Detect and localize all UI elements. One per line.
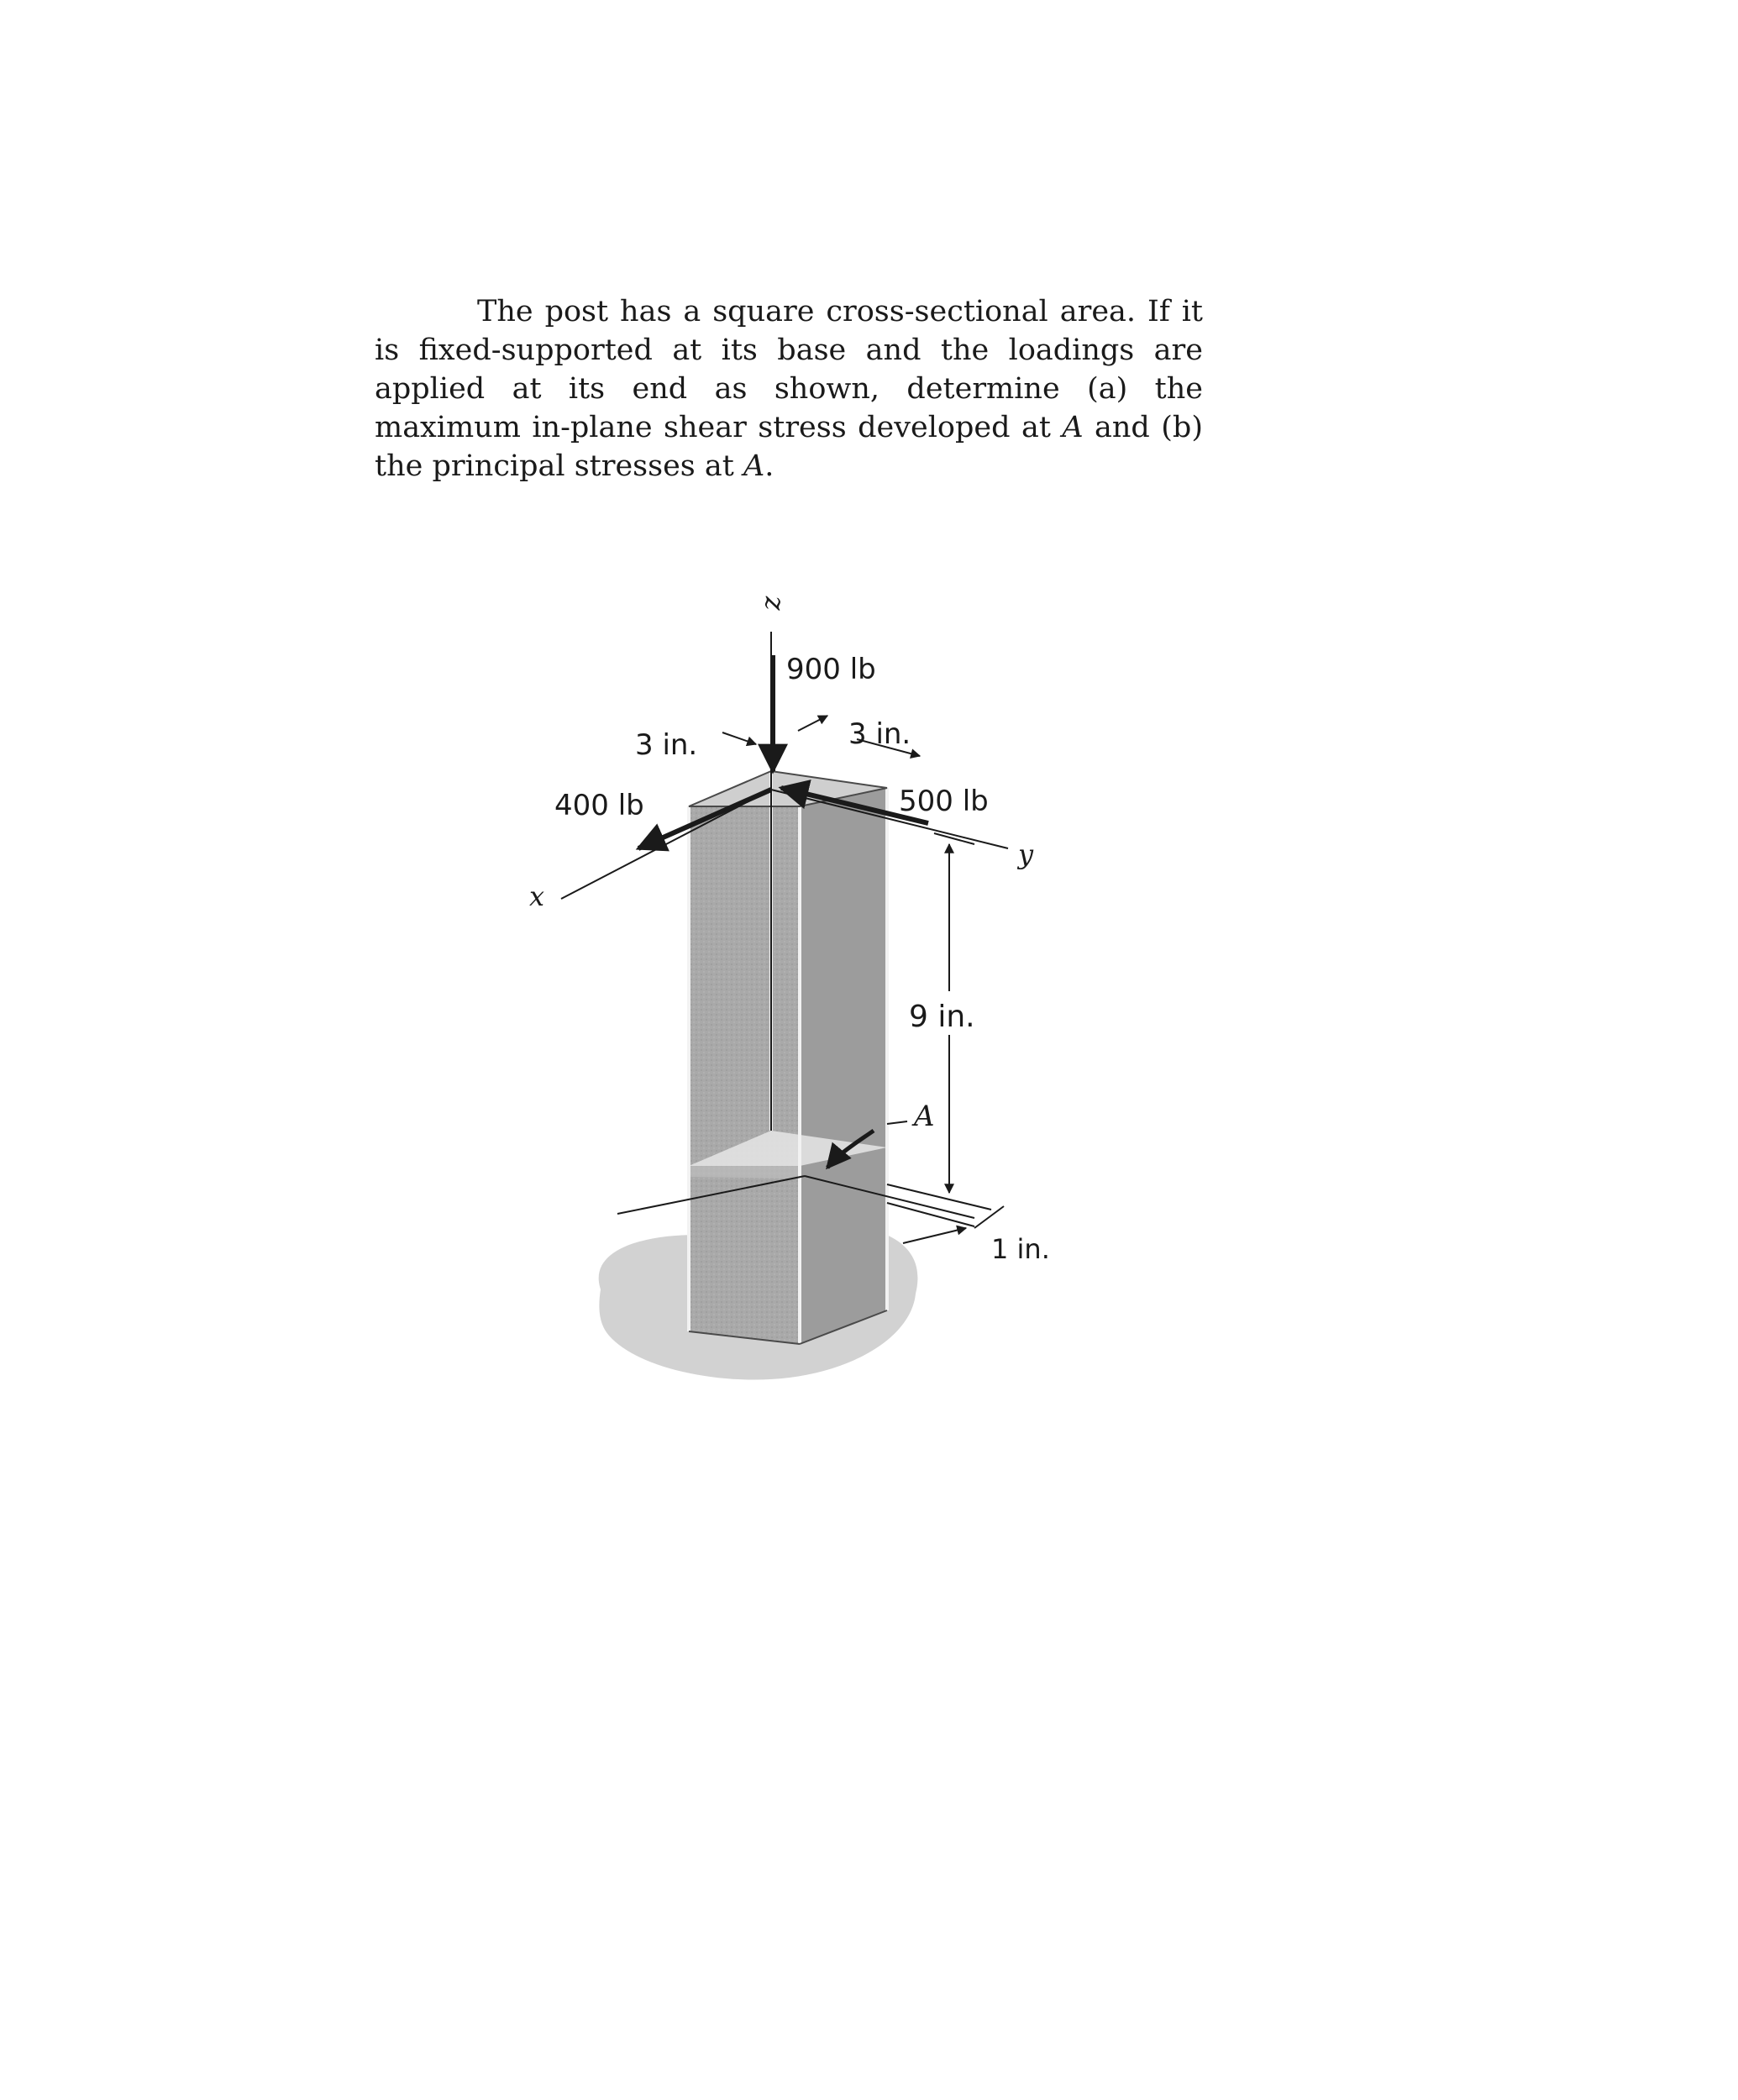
dim-3in-y-label: 3 in. [848, 717, 911, 751]
point-a-leader [887, 1121, 907, 1124]
problem-text-1: The post has a square cross-sectional area. If it is fixed-supported at its base and the loadings are applied at its end as shown, determine (a) the maximum in-plane shear stress developed at [375, 295, 1203, 444]
axis-x-label: x [529, 880, 545, 912]
dim-3in-x-label: 3 in. [635, 728, 698, 762]
dim-1in-leader [903, 1228, 966, 1243]
force-900-label: 900 lb [786, 653, 876, 686]
dim-3in-x-leader [722, 732, 756, 744]
dim-1in-label: 1 in. [991, 1233, 1050, 1265]
dim-1in-ext-1 [887, 1184, 991, 1210]
dim-3in-y-tick [798, 716, 827, 731]
problem-text-end: . [764, 449, 774, 483]
axis-y-label: y [1018, 838, 1034, 870]
problem-text-2: and (b) the principal stresses at [375, 411, 1203, 483]
point-a-label: A [914, 1100, 935, 1133]
axis-z-label: z [754, 596, 786, 611]
point-a-ref-1: A [1062, 411, 1084, 444]
point-a-ref-2: A [743, 449, 765, 483]
post-side-face [800, 788, 887, 1344]
force-400-label: 400 lb [554, 789, 644, 822]
section-front-band [689, 1166, 800, 1179]
force-500-label: 500 lb [899, 785, 989, 818]
post-front-face [689, 806, 800, 1344]
dim-9in-label: 9 in. [909, 1000, 975, 1034]
